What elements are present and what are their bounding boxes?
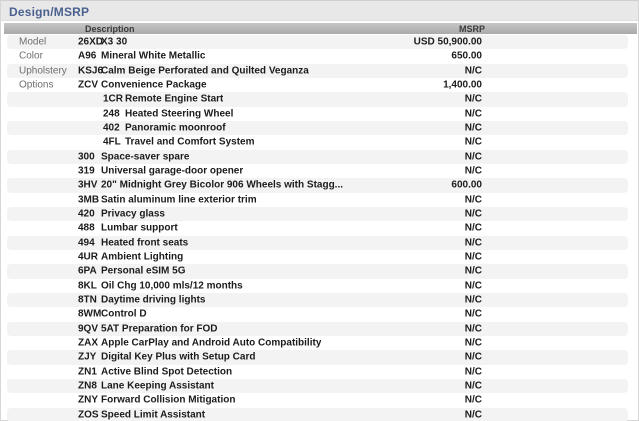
msrp-value: N/C (464, 222, 482, 234)
option-description: Ambient Lighting (101, 251, 184, 263)
table-row (7, 207, 628, 221)
table-row (7, 408, 628, 421)
msrp-value: N/C (464, 151, 482, 163)
option-code: 4FL (103, 136, 121, 148)
option-code: 8WM (78, 308, 102, 320)
option-code: ZN8 (78, 380, 97, 392)
table-row (7, 178, 628, 192)
option-description: Space-saver spare (101, 151, 190, 163)
table-header-row (4, 23, 637, 34)
option-description: Mineral White Metallic (101, 50, 206, 62)
msrp-value: N/C (464, 208, 482, 220)
table-row (7, 107, 628, 121)
option-code: ZN1 (78, 366, 97, 378)
msrp-value: N/C (464, 237, 482, 249)
table-row (7, 250, 628, 264)
option-description: Panoramic moonroof (125, 122, 226, 134)
row-label: Options (19, 79, 54, 91)
option-description: Apple CarPlay and Android Auto Compatibility (101, 337, 322, 349)
table-row (7, 336, 628, 350)
table-row (7, 379, 628, 393)
option-code: 4UR (78, 251, 99, 263)
option-description: Satin aluminum line exterior trim (101, 194, 257, 206)
option-description: Oil Chg 10,000 mls/12 months (101, 280, 243, 292)
msrp-value: N/C (464, 394, 482, 406)
table-row (7, 293, 628, 307)
table-row (7, 121, 628, 135)
table-row (7, 92, 628, 106)
table-row (7, 350, 628, 364)
table-row (7, 193, 628, 207)
table-row (7, 64, 628, 78)
description-column-header: Description (85, 24, 135, 34)
msrp-value: N/C (464, 265, 482, 277)
page-title: Design/MSRP (9, 5, 90, 19)
msrp-value: N/C (464, 351, 482, 363)
row-label: Model (19, 36, 47, 48)
option-code: 1CR (103, 93, 124, 105)
table-row (7, 279, 628, 293)
option-description: Heated front seats (101, 237, 189, 249)
option-description: Daytime driving lights (101, 294, 206, 306)
msrp-value: N/C (464, 136, 482, 148)
msrp-value: N/C (464, 194, 482, 206)
msrp-value: 650.00 (451, 50, 482, 62)
option-code: KSJ6 (78, 65, 104, 77)
msrp-value: N/C (464, 108, 482, 120)
option-description: Personal eSIM 5G (101, 265, 186, 277)
msrp-value: N/C (464, 337, 482, 349)
option-code: 420 (78, 208, 95, 220)
msrp-value: N/C (464, 65, 482, 77)
option-description: 5AT Preparation for FOD (101, 323, 218, 335)
table-row (7, 221, 628, 235)
option-code: 6PA (78, 265, 97, 277)
option-code: 8KL (78, 280, 97, 292)
option-description: Digital Key Plus with Setup Card (101, 351, 256, 363)
table-row (7, 49, 628, 63)
row-label: Color (19, 50, 43, 62)
table-row (7, 135, 628, 149)
table-row (7, 78, 628, 92)
option-code: ZNY (78, 394, 98, 406)
option-description: Universal garage-door opener (101, 165, 244, 177)
option-code: 248 (103, 108, 120, 120)
table-row (7, 164, 628, 178)
option-description: Convenience Package (101, 79, 207, 91)
table-row (7, 365, 628, 379)
option-code: ZJY (78, 351, 97, 363)
table-body (1, 35, 638, 421)
table-row (7, 236, 628, 250)
option-code: 402 (103, 122, 120, 134)
option-code: 488 (78, 222, 95, 234)
option-description: Active Blind Spot Detection (101, 366, 233, 378)
option-code: 9QV (78, 323, 99, 335)
option-description: Privacy glass (101, 208, 165, 220)
msrp-value: USD 50,900.00 (413, 36, 482, 48)
option-description: Travel and Comfort System (125, 136, 255, 148)
option-code: 319 (78, 165, 95, 177)
table-row (7, 35, 628, 49)
option-code: ZOS (78, 409, 99, 421)
option-description: Heated Steering Wheel (125, 108, 234, 120)
msrp-value: N/C (464, 294, 482, 306)
option-code: ZCV (78, 79, 98, 91)
option-description: Calm Beige Perforated and Quilted Veganza (101, 65, 309, 77)
option-code: 8TN (78, 294, 97, 306)
option-description: Lumbar support (101, 222, 178, 234)
table-row (7, 322, 628, 336)
row-label: Upholstery (19, 65, 67, 77)
msrp-value: 600.00 (451, 179, 482, 191)
msrp-value: N/C (464, 308, 482, 320)
option-description: Control D (101, 308, 147, 320)
option-code: 3HV (78, 179, 98, 191)
msrp-value: N/C (464, 323, 482, 335)
option-code: A96 (78, 50, 97, 62)
title-band (1, 1, 638, 21)
msrp-value: N/C (464, 251, 482, 263)
msrp-value: N/C (464, 93, 482, 105)
msrp-value: 1,400.00 (443, 79, 482, 91)
option-code: ZAX (78, 337, 98, 349)
msrp-value: N/C (464, 280, 482, 292)
table-row (7, 150, 628, 164)
option-code: 26XD (78, 36, 104, 48)
option-description: 20" Midnight Grey Bicolor 906 Wheels with Stagg... (101, 179, 344, 191)
table-row (7, 307, 628, 321)
option-description: Remote Engine Start (125, 93, 224, 105)
option-description: X3 30 (101, 36, 128, 48)
option-description: Speed Limit Assistant (101, 409, 206, 421)
option-code: 3MB (78, 194, 100, 206)
msrp-value: N/C (464, 366, 482, 378)
table-row (7, 264, 628, 278)
msrp-value: N/C (464, 409, 482, 421)
table-row (7, 393, 628, 407)
msrp-column-header: MSRP (458, 24, 485, 34)
msrp-value: N/C (464, 380, 482, 392)
option-code: 300 (78, 151, 95, 163)
msrp-value: N/C (464, 122, 482, 134)
option-description: Forward Collision Mitigation (101, 394, 236, 406)
option-code: 494 (78, 237, 95, 249)
option-description: Lane Keeping Assistant (101, 380, 214, 392)
msrp-value: N/C (464, 165, 482, 177)
